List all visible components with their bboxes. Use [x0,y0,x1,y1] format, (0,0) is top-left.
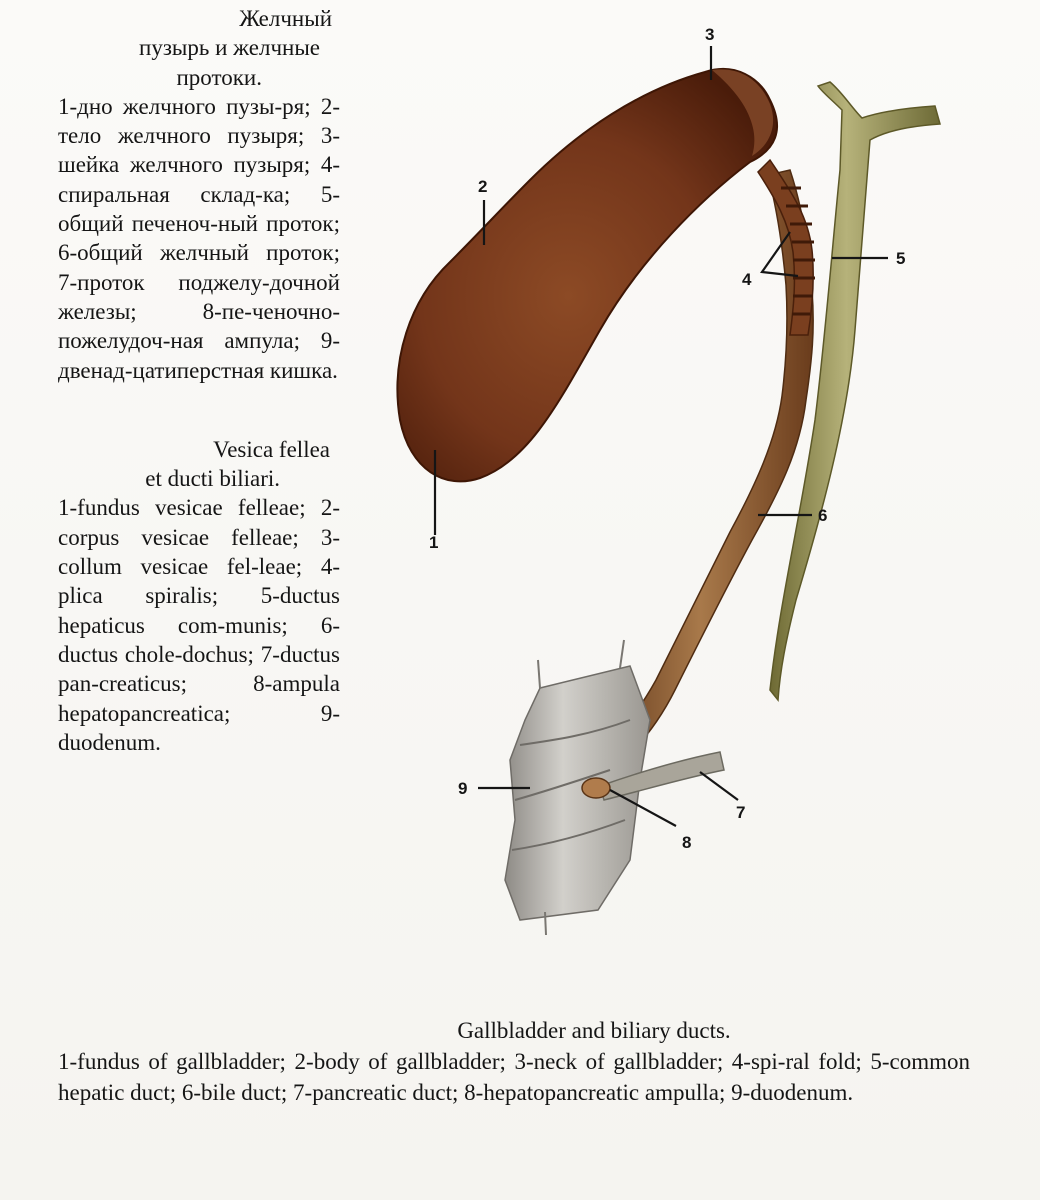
russian-title-line: пузырь и желчные [139,35,320,61]
english-title: Gallbladder and biliary ducts. [457,1018,731,1043]
latin-title-line: Vesica fellea [213,436,330,462]
russian-title-line: протоки. [176,64,262,90]
hepatopancreatic-ampulla [582,778,610,798]
english-legend: 1-fundus of gallbladder; 2-body of gallbladder; 3-neck of gallbladder; 4-spi-ral fold; 5-common hepatic duct; 6-bile duct; 7-pancreatic duct; 8-hepatopancreatic ampulla; 9-duodenum. [58,1049,970,1105]
figure-label-8: 8 [682,833,692,852]
gallbladder [397,69,777,481]
figure-label-7: 7 [736,803,746,822]
latin-legend: 1-fundus vesicae felleae; 2-corpus vesicae felleae; 3-collum vesicae fel-leae; 4-plica spiralis; 5-ductus hepaticus com-munis; 6-ductus chole-dochus; 7-ductus pan-creaticus; 8-ampula hepatopancreatica; 9-duodenum. [58,495,340,755]
figure-label-1: 1 [429,533,439,552]
figure-label-4: 4 [742,270,752,289]
russian-title-line: Желчный [239,6,332,31]
figure-label-2: 2 [478,177,488,196]
latin-title-line: et ducti biliari. [145,466,280,492]
figure-label-3: 3 [705,25,715,44]
english-caption [58,1015,970,1108]
figure-label-9: 9 [458,779,468,798]
russian-legend: 1-дно желчного пузы-ря; 2-тело желчного пузыря; 3-шейка желчного пузыря; 4-спиральная склад-ка; 5-общий печеноч-ный проток; 6-общий желчный проток; 7-проток поджелу-дочной железы; 8-пе-ченочно-пожелудоч-ная ампула; 9-двенад-цатиперстная кишка. [58,93,340,383]
leader-line-7 [700,772,738,800]
figure-label-6: 6 [818,506,828,525]
figure-label-5: 5 [896,249,906,268]
